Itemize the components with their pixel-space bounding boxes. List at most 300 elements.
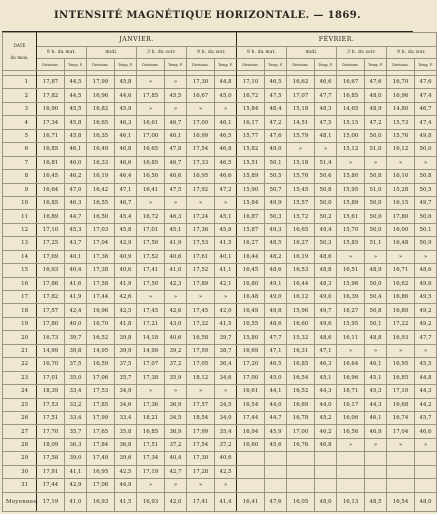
temperature-cell: 44,5 [65, 76, 87, 89]
temperature-cell: 46,3 [115, 116, 137, 129]
divisions-cell: 17,34 [137, 452, 165, 465]
divisions-cell: 17,41 [137, 264, 165, 277]
temperature-cell: 39,7 [215, 331, 237, 344]
divisions-cell: 16,35 [87, 129, 115, 142]
temperature-cell: 40,1 [65, 250, 87, 263]
temperature-cell: » [365, 156, 387, 169]
divisions-cell: » [137, 385, 165, 398]
temperature-cell: 42,6 [165, 304, 187, 317]
day-number: 20 [3, 331, 37, 344]
temperature-cell: 42,5 [215, 465, 237, 478]
time-header: midi. [287, 47, 337, 59]
divisions-cell: 15,72 [287, 210, 315, 223]
divisions-cell: » [337, 156, 365, 169]
divisions-cell: 17,20 [237, 358, 265, 371]
temperature-cell: 42,5 [115, 465, 137, 478]
divisions-subheader: Divisions. [237, 59, 265, 71]
temperature-cell [365, 452, 387, 465]
temperature-cell: 44,8 [415, 371, 437, 384]
table-row [3, 183, 437, 196]
temperature-cell: 33,4 [115, 411, 137, 424]
temperature-subheader: Temp. F. [315, 59, 337, 71]
temperature-cell: 37,2 [215, 438, 237, 451]
divisions-cell: 17,58 [37, 452, 65, 465]
divisions-cell: 16,85 [37, 143, 65, 156]
divisions-cell: 16,69 [237, 344, 265, 357]
divisions-cell: 16,54 [287, 371, 315, 384]
table-row [3, 465, 437, 478]
divisions-cell: 17,03 [87, 223, 115, 236]
divisions-cell: 17,80 [387, 210, 415, 223]
temperature-cell: 49,3 [265, 223, 287, 236]
divisions-cell: 16,60 [237, 438, 265, 451]
average-temperature-cell: 42,0 [165, 492, 187, 511]
day-number: 2 [3, 89, 37, 102]
temperature-cell [265, 452, 287, 465]
date-header-line2: du mois. [10, 54, 29, 60]
temperature-cell: 44,8 [215, 76, 237, 89]
average-divisions-cell: 16,93 [87, 492, 115, 511]
divisions-cell: 17,51 [137, 438, 165, 451]
day-number: 12 [3, 223, 37, 236]
temperature-cell: 47,2 [365, 116, 387, 129]
divisions-cell: 16,64 [37, 183, 65, 196]
divisions-cell: 16,61 [237, 385, 265, 398]
divisions-cell: 16,50 [87, 210, 115, 223]
average-temperature-cell: 48,0 [415, 492, 437, 511]
divisions-cell: 18,12 [187, 371, 215, 384]
divisions-cell [287, 479, 315, 492]
divisions-cell: 16,85 [387, 371, 415, 384]
temperature-cell: » [415, 438, 437, 451]
temperature-cell: 50,8 [365, 304, 387, 317]
temperature-cell: 34,6 [115, 398, 137, 411]
day-number: 30 [3, 465, 37, 478]
temperature-cell: 48,6 [415, 264, 437, 277]
day-number: 5 [3, 129, 37, 142]
temperature-cell: 50,5 [265, 170, 287, 183]
divisions-cell: 16,12 [387, 143, 415, 156]
day-number: 17 [3, 291, 37, 304]
temperature-cell [415, 452, 437, 465]
divisions-cell: 17,22 [387, 317, 415, 330]
day-number: 19 [3, 317, 37, 330]
temperature-cell: 42,3 [165, 277, 187, 290]
divisions-cell: 15,87 [237, 223, 265, 236]
temperature-cell: 45,9 [115, 102, 137, 115]
divisions-cell: 17,25 [37, 237, 65, 250]
day-number: 23 [3, 371, 37, 384]
temperature-cell: 48,3 [315, 277, 337, 290]
divisions-cell: 17,33 [187, 156, 215, 169]
temperature-cell: 42,9 [115, 237, 137, 250]
divisions-cell [237, 452, 265, 465]
day-number: 24 [3, 385, 37, 398]
divisions-cell: 17,53 [37, 398, 65, 411]
temperature-cell: 46,2 [65, 170, 87, 183]
divisions-cell: 16,93 [387, 331, 415, 344]
divisions-cell: 17,44 [87, 291, 115, 304]
divisions-cell: 15,73 [387, 116, 415, 129]
divisions-cell: 16,27 [287, 237, 315, 250]
divisions-cell [287, 452, 315, 465]
temperature-cell: 46,1 [165, 129, 187, 142]
divisions-cell: 18,21 [137, 411, 165, 424]
divisions-cell: 17,57 [187, 398, 215, 411]
temperature-cell: 39,8 [65, 344, 87, 357]
temperature-subheader: Temp. F. [365, 59, 387, 71]
temperature-cell: 40,6 [165, 331, 187, 344]
page-title: INTENSITÉ MAGNÉTIQUE HORIZONTALE. — 1869. [53, 10, 361, 21]
temperature-cell: 45,2 [315, 411, 337, 424]
averages-label: Moyennes. [3, 492, 37, 511]
divisions-cell: » [187, 479, 215, 492]
divisions-cell: 16,19 [287, 250, 315, 263]
temperature-cell: 46,1 [365, 411, 387, 424]
table-row [3, 425, 437, 438]
divisions-cell: 17,57 [37, 304, 65, 317]
temperature-cell: 44,0 [315, 398, 337, 411]
divisions-cell: 16,72 [137, 210, 165, 223]
table-row [3, 170, 437, 183]
table-row [3, 129, 437, 142]
divisions-cell: 15,15 [337, 116, 365, 129]
temperature-cell: 47,6 [265, 129, 287, 142]
temperature-cell [315, 465, 337, 478]
divisions-cell [237, 479, 265, 492]
divisions-cell: 16,71 [387, 264, 415, 277]
average-divisions-cell: 16,93 [137, 492, 165, 511]
temperature-cell: 41,5 [215, 317, 237, 330]
day-number: 25 [3, 398, 37, 411]
divisions-cell: 17,44 [237, 411, 265, 424]
temperature-cell: 46,7 [165, 156, 187, 169]
divisions-cell: » [137, 196, 165, 209]
temperature-cell: 45,8 [65, 116, 87, 129]
divisions-cell: 15,95 [337, 183, 365, 196]
temperature-cell: 46,1 [65, 143, 87, 156]
divisions-cell: 16,06 [337, 411, 365, 424]
temperature-cell: 48,8 [315, 264, 337, 277]
temperature-cell: 50,1 [365, 317, 387, 330]
divisions-cell: 16,17 [337, 398, 365, 411]
divisions-cell: 17,50 [137, 277, 165, 290]
temperature-cell: 33,4 [65, 411, 87, 424]
day-number: 10 [3, 196, 37, 209]
temperature-cell: » [365, 438, 387, 451]
table-row [3, 438, 437, 451]
temperature-cell: 49,7 [415, 196, 437, 209]
divisions-cell: 15,79 [287, 129, 315, 142]
temperature-cell: 48,1 [315, 129, 337, 142]
divisions-cell: 17,49 [87, 452, 115, 465]
divisions-cell: 16,96 [87, 304, 115, 317]
temperature-cell: 42,6 [115, 291, 137, 304]
temperature-subheader: Temp. F. [265, 59, 287, 71]
average-temperature-cell: 47,6 [265, 492, 287, 511]
temperature-cell: 49,0 [265, 291, 287, 304]
temperature-cell: 49,1 [265, 277, 287, 290]
divisions-cell: » [387, 344, 415, 357]
divisions-cell: 18,54 [187, 411, 215, 424]
divisions-cell: 17,51 [37, 411, 65, 424]
divisions-cell: 16,67 [187, 89, 215, 102]
temperature-cell: 48,6 [315, 331, 337, 344]
temperature-cell: 44,1 [265, 385, 287, 398]
divisions-cell [337, 465, 365, 478]
temperature-cell: 47,0 [65, 183, 87, 196]
temperature-subheader: Temp. F. [165, 59, 187, 71]
divisions-cell: 17,05 [187, 358, 215, 371]
day-number: 8 [3, 170, 37, 183]
divisions-cell [387, 452, 415, 465]
divisions-cell: 17,01 [37, 371, 65, 384]
temperature-cell: 45,0 [265, 371, 287, 384]
temperature-cell: 49,8 [415, 129, 437, 142]
temperature-cell: 46,8 [315, 438, 337, 451]
divisions-cell: 17,04 [87, 237, 115, 250]
divisions-cell: 16,00 [387, 223, 415, 236]
divisions-cell [387, 465, 415, 478]
temperature-cell: 46,8 [215, 143, 237, 156]
temperature-cell: 45,8 [65, 129, 87, 142]
divisions-cell: » [337, 344, 365, 357]
temperature-cell: 44,9 [115, 479, 137, 492]
divisions-cell: 17,92 [187, 183, 215, 196]
temperature-cell: 47,7 [415, 331, 437, 344]
table-row [3, 89, 437, 102]
time-header: 9 h. du soir. [387, 47, 437, 59]
temperature-cell: 39,9 [115, 344, 137, 357]
divisions-cell: 17,99 [87, 411, 115, 424]
divisions-cell: 16,55 [87, 196, 115, 209]
table-row [3, 237, 437, 250]
table-row [3, 277, 437, 290]
divisions-cell: 15,80 [237, 331, 265, 344]
temperature-cell: 51,0 [365, 143, 387, 156]
temperature-cell: 38,7 [215, 344, 237, 357]
divisions-cell: 16,53 [287, 264, 315, 277]
temperature-cell: 46,6 [315, 76, 337, 89]
temperature-cell: 41,1 [65, 465, 87, 478]
temperature-cell: 45,8 [115, 223, 137, 236]
temperature-cell: » [165, 102, 187, 115]
divisions-cell: 16,33 [87, 156, 115, 169]
divisions-cell: 17,06 [87, 371, 115, 384]
divisions-cell: 16,48 [237, 291, 265, 304]
temperature-cell: 42,7 [165, 465, 187, 478]
divisions-cell: 17,36 [87, 250, 115, 263]
temperature-cell: 48,2 [265, 250, 287, 263]
day-number: 6 [3, 143, 37, 156]
temperature-cell [365, 465, 387, 478]
divisions-cell: » [187, 385, 215, 398]
table-row [3, 143, 437, 156]
temperature-cell: » [215, 196, 237, 209]
divisions-cell: 17,10 [237, 76, 265, 89]
divisions-cell: 17,65 [87, 425, 115, 438]
divisions-cell: 16,62 [287, 76, 315, 89]
divisions-cell: » [187, 291, 215, 304]
divisions-cell: 17,10 [387, 385, 415, 398]
temperature-cell: 45,5 [415, 358, 437, 371]
divisions-cell: 16,27 [237, 237, 265, 250]
temperature-cell: 34,5 [215, 398, 237, 411]
divisions-cell: 15,80 [337, 170, 365, 183]
temperature-cell: 50,0 [365, 277, 387, 290]
temperature-cell: 50,0 [315, 196, 337, 209]
average-divisions-cell: 17,41 [187, 492, 215, 511]
time-header: 3 h. du soir. [337, 47, 387, 59]
temperature-cell [265, 465, 287, 478]
divisions-cell: 16,55 [237, 317, 265, 330]
divisions-cell: 17,61 [187, 250, 215, 263]
day-number: 21 [3, 344, 37, 357]
temperature-cell: 41,5 [215, 237, 237, 250]
divisions-cell: 15,90 [237, 183, 265, 196]
temperature-cell: 46,1 [365, 358, 387, 371]
divisions-cell: 14,65 [337, 102, 365, 115]
divisions-cell: 17,44 [37, 479, 65, 492]
temperature-cell: 51,4 [315, 156, 337, 169]
divisions-cell: 15,00 [337, 129, 365, 142]
divisions-cell: » [187, 102, 215, 115]
temperature-cell: 46,8 [115, 143, 137, 156]
divisions-cell: 16,95 [87, 465, 115, 478]
temperature-cell: 42,1 [215, 277, 237, 290]
divisions-cell: 17,10 [37, 223, 65, 236]
divisions-cell: » [387, 250, 415, 263]
divisions-cell: 17,87 [37, 76, 65, 89]
divisions-cell: 16,73 [37, 331, 65, 344]
date-header-line1: DATE [13, 42, 26, 48]
divisions-cell: 16,15 [387, 196, 415, 209]
divisions-cell: 15,96 [287, 304, 315, 317]
divisions-cell: 15,89 [237, 170, 265, 183]
temperature-subheader: Temp. F. [215, 59, 237, 71]
divisions-cell: » [337, 438, 365, 451]
temperature-cell: 48,5 [265, 237, 287, 250]
day-number: 1 [3, 76, 37, 89]
divisions-cell: 17,82 [37, 291, 65, 304]
divisions-cell: 16,62 [387, 277, 415, 290]
divisions-cell: » [137, 76, 165, 89]
divisions-cell: 18,09 [37, 438, 65, 451]
temperature-cell: 41,6 [65, 277, 87, 290]
temperature-cell: 46,4 [115, 170, 137, 183]
temperature-cell: 36,3 [65, 438, 87, 451]
temperature-cell: 40,6 [115, 264, 137, 277]
temperature-cell: 45,7 [415, 411, 437, 424]
temperature-cell: » [165, 196, 187, 209]
temperature-cell: 50,2 [315, 210, 337, 223]
temperature-cell [315, 479, 337, 492]
temperature-cell: 48,0 [365, 89, 387, 102]
divisions-cell: 16,12 [287, 291, 315, 304]
divisions-cell: 16,80 [237, 277, 265, 290]
divisions-cell: 16,85 [287, 358, 315, 371]
temperature-cell: 45,3 [365, 385, 387, 398]
divisions-cell: 16,87 [237, 210, 265, 223]
temperature-cell: 45,5 [65, 102, 87, 115]
temperature-cell: 46,3 [65, 196, 87, 209]
divisions-cell: 15,84 [237, 196, 265, 209]
divisions-cell: » [287, 143, 315, 156]
temperature-cell: 45,8 [115, 76, 137, 89]
divisions-cell: 16,44 [237, 250, 265, 263]
temperature-cell: 50,0 [365, 210, 387, 223]
divisions-cell: 17,36 [137, 398, 165, 411]
temperature-cell: 39,0 [65, 452, 87, 465]
temperature-cell: 48,8 [365, 331, 387, 344]
divisions-cell: 17,45 [137, 304, 165, 317]
divisions-cell: 17,52 [187, 264, 215, 277]
divisions-cell: 16,44 [287, 277, 315, 290]
temperature-cell: 42,9 [65, 479, 87, 492]
divisions-cell: 17,38 [87, 264, 115, 277]
divisions-cell [337, 479, 365, 492]
divisions-cell: 17,86 [37, 277, 65, 290]
divisions-cell: 15,45 [287, 183, 315, 196]
divisions-cell: 17,85 [87, 398, 115, 411]
divisions-cell: 17,50 [137, 237, 165, 250]
time-header: 9 h. du mat. [237, 47, 287, 59]
temperature-cell: 35,9 [165, 371, 187, 384]
month-header-janvier: JANVIER. [37, 33, 237, 47]
divisions-cell: 16,45 [237, 264, 265, 277]
average-divisions-cell: 16,13 [337, 492, 365, 511]
divisions-cell: 17,89 [187, 277, 215, 290]
divisions-cell: 14,99 [37, 344, 65, 357]
divisions-cell: 16,65 [287, 223, 315, 236]
divisions-cell [287, 465, 315, 478]
divisions-cell: 17,28 [187, 465, 215, 478]
temperature-cell: 49,8 [265, 304, 287, 317]
temperature-cell: 40,9 [115, 250, 137, 263]
divisions-cell: 15,84 [237, 102, 265, 115]
temperature-cell: 50,1 [415, 223, 437, 236]
divisions-subheader: Divisions. [287, 59, 315, 71]
divisions-cell: 16,65 [87, 116, 115, 129]
table-row [3, 304, 437, 317]
time-header: 9 h. du mat. [37, 47, 87, 59]
temperature-cell: 50,4 [365, 291, 387, 304]
temperature-cell: 49,0 [315, 291, 337, 304]
temperature-cell: 44,0 [265, 398, 287, 411]
temperature-cell: » [415, 250, 437, 263]
temperature-cell: 43,7 [65, 237, 87, 250]
divisions-subheader: Divisions. [187, 59, 215, 71]
divisions-cell: 16,72 [237, 89, 265, 102]
temperature-cell: 39,8 [115, 331, 137, 344]
table-row [3, 358, 437, 371]
divisions-cell: 16,94 [237, 425, 265, 438]
temperature-cell: 46,5 [215, 156, 237, 169]
temperature-cell: 49,0 [265, 143, 287, 156]
temperature-cell: 49,5 [415, 291, 437, 304]
divisions-cell: 14,80 [387, 102, 415, 115]
divisions-cell: 17,38 [137, 371, 165, 384]
table-row [3, 317, 437, 330]
temperature-cell: 42,0 [215, 304, 237, 317]
day-number: 4 [3, 116, 37, 129]
divisions-cell: 15,76 [287, 170, 315, 183]
divisions-cell: 16,95 [387, 358, 415, 371]
day-number: 15 [3, 264, 37, 277]
divisions-cell: 17,99 [87, 76, 115, 89]
temperature-cell: 35,7 [65, 425, 87, 438]
divisions-subheader: Divisions. [87, 59, 115, 71]
